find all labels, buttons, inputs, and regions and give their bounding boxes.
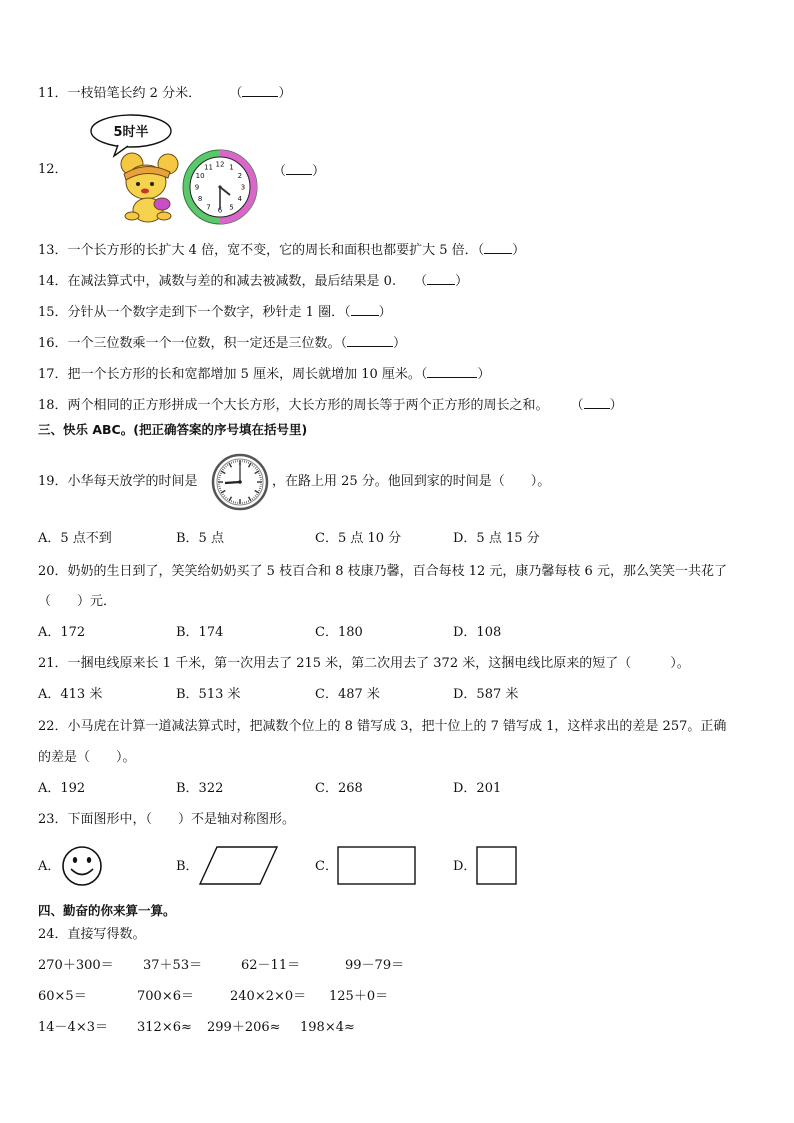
question-22-line-2: 的差是（ ）。 xyxy=(38,750,136,765)
option-a[interactable]: A．192 xyxy=(38,781,86,796)
calc-item: 99－79＝ xyxy=(345,958,405,973)
section-4-title: 四、勤奋的你来算一算。 xyxy=(38,903,176,918)
clock-number: 1 xyxy=(229,163,234,172)
question-13: 13．一个长方形的长扩大 4 倍，宽不变，它的周长和面积也都要扩大 5 倍．（ ） xyxy=(38,240,525,260)
option-d[interactable]: D．108 xyxy=(453,625,502,640)
rectangle-shape xyxy=(337,846,417,886)
clock-number: 9 xyxy=(194,183,200,192)
clock-number: 11 xyxy=(204,163,213,172)
answer-blank[interactable] xyxy=(427,364,477,378)
question-21: 21．一捆电线原来长 1 千米，第一次用去了 215 米，第二次用去了 372 米，这捆电线比原来的短了（ ）。 xyxy=(38,656,690,671)
parallelogram-shape xyxy=(199,846,279,886)
option-c[interactable]: C．268 xyxy=(315,781,363,796)
question-11: 11．一枝铅笔长约 2 分米． （ ） xyxy=(38,83,291,103)
answer-blank[interactable] xyxy=(286,161,312,175)
option-d[interactable]: D． xyxy=(453,859,477,874)
question-12-number: 12． xyxy=(38,162,68,177)
option-b[interactable]: B． xyxy=(176,859,199,874)
option-b[interactable]: B．322 xyxy=(176,781,224,796)
speech-bubble-text: 5时半 xyxy=(113,125,149,140)
calc-item: 60×5＝ xyxy=(38,989,87,1004)
calc-item: 14－4×3＝ xyxy=(38,1020,108,1035)
option-c[interactable]: C．487 米 xyxy=(315,687,380,702)
smiley-face-icon xyxy=(61,845,103,887)
calc-item: 125＋0＝ xyxy=(329,989,389,1004)
clock-face-icon xyxy=(183,150,257,224)
question-22-line-1: 22．小马虎在计算一道减法算式时，把减数个位上的 8 错写成 3，把十位上的 7 错写成 1，这样求出的差是 257。正确 xyxy=(38,719,727,734)
square-shape xyxy=(476,846,518,886)
wall-clock-icon xyxy=(211,453,269,511)
option-a[interactable]: A．172 xyxy=(38,625,86,640)
clock-number: 10 xyxy=(195,172,205,180)
option-c[interactable]: C．180 xyxy=(315,625,363,640)
option-b[interactable]: B．513 米 xyxy=(176,687,241,702)
calc-item: 312×6≈ xyxy=(137,1020,192,1035)
option-d[interactable]: D．5 点 15 分 xyxy=(453,531,540,546)
mouse-figure xyxy=(121,153,178,222)
clock-number: 2 xyxy=(237,172,243,180)
mouse-with-clock-illustration xyxy=(88,112,288,227)
option-b[interactable]: B．5 点 xyxy=(176,531,224,546)
question-text: 一枝铅笔长约 2 分米． xyxy=(67,86,202,101)
clock-number: 5 xyxy=(229,203,234,212)
calc-item: 270＋300＝ xyxy=(38,958,114,973)
question-20-line-1: 20．奶奶的生日到了，笑笑给奶奶买了 5 枝百合和 8 枝康乃馨，百合每枝 12 元，康乃馨每枝 6 元，那么笑笑一共花了 xyxy=(38,564,727,579)
answer-blank[interactable] xyxy=(347,333,393,347)
question-14: 14．在减法算式中，减数与差的和减去被减数，最后结果是 0. （ ） xyxy=(38,271,468,291)
calc-item: 299＋206≈ xyxy=(207,1020,281,1035)
question-18: 18．两个相同的正方形拼成一个大长方形，大长方形的周长等于两个正方形的周长之和。 （ ） xyxy=(38,395,623,415)
clock-number: 8 xyxy=(197,195,203,203)
calc-item: 700×6＝ xyxy=(137,989,194,1004)
option-d[interactable]: D．201 xyxy=(453,781,502,796)
question-24: 24．直接写得数。 xyxy=(38,927,146,942)
option-a[interactable]: A．5 点不到 xyxy=(38,531,112,546)
clock-number: 4 xyxy=(237,195,243,203)
answer-blank[interactable] xyxy=(242,83,278,97)
option-c[interactable]: C．5 点 10 分 xyxy=(315,531,402,546)
question-12-answer: （ ） xyxy=(273,161,325,181)
question-number: 11． xyxy=(38,86,68,101)
answer-blank[interactable] xyxy=(351,302,379,316)
option-a[interactable]: A． xyxy=(38,859,61,874)
question-19-text-a: 19．小华每天放学的时间是 xyxy=(38,474,198,489)
question-15: 15．分针从一个数字走到下一个数字，秒针走 1 圈．（ ） xyxy=(38,302,392,322)
question-16: 16．一个三位数乘一个一位数，积一定还是三位数。（ ） xyxy=(38,333,406,353)
clock-number: 3 xyxy=(240,183,246,192)
question-17: 17．把一个长方形的长和宽都增加 5 厘米，周长就增加 10 厘米。（ ） xyxy=(38,364,490,384)
clock-number: 12 xyxy=(215,160,225,169)
calc-item: 62－11＝ xyxy=(241,958,301,973)
clock-number: 7 xyxy=(206,203,211,212)
question-19-text-b: ，在路上用 25 分。他回到家的时间是（ ）。 xyxy=(272,474,551,489)
option-c[interactable]: C． xyxy=(315,859,338,874)
option-a[interactable]: A．413 米 xyxy=(38,687,103,702)
calc-item: 37＋53＝ xyxy=(143,958,203,973)
question-20-line-2: （ ）元． xyxy=(38,594,117,609)
option-b[interactable]: B．174 xyxy=(176,625,224,640)
answer-blank[interactable] xyxy=(484,240,512,254)
answer-blank[interactable] xyxy=(584,395,610,409)
answer-blank[interactable] xyxy=(427,271,455,285)
option-d[interactable]: D．587 米 xyxy=(453,687,519,702)
clock-number: 6 xyxy=(217,206,223,215)
calc-item: 198×4≈ xyxy=(300,1020,355,1035)
question-23: 23．下面图形中，（ ）不是轴对称图形。 xyxy=(38,812,296,827)
calc-item: 240×2×0＝ xyxy=(230,989,307,1004)
section-3-title: 三、快乐 ABC。(把正确答案的序号填在括号里) xyxy=(38,422,308,437)
